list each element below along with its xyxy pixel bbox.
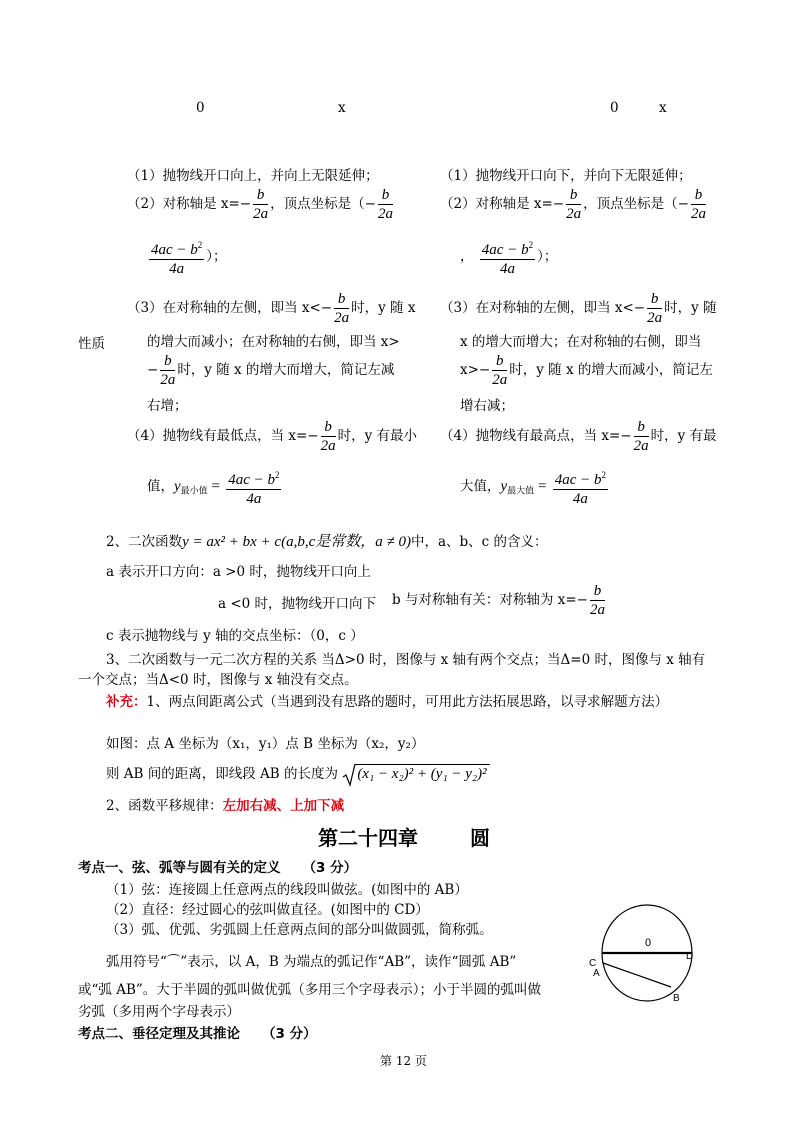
left-p4-value: 值， xyxy=(147,478,174,495)
frac-den: 2a xyxy=(566,206,582,222)
right-p2-mid: ，顶点坐标是（− xyxy=(583,196,689,212)
fraction-b-2a xyxy=(647,290,662,327)
y-var: y xyxy=(500,478,508,495)
sqrt-icon xyxy=(342,763,356,787)
sec2-c-line: c 表示抛物线与 y 轴的交点坐标：（0，c ） xyxy=(106,628,364,644)
quadratic-formula: y = ax² + bx + c(a,b,c是常数，a ≠ 0) xyxy=(182,534,411,550)
frac-den: 2a xyxy=(633,438,649,454)
frac-num: b xyxy=(691,186,706,205)
left-p3-line4: 右增； xyxy=(147,398,188,414)
fraction-4ac-b2-4a xyxy=(226,466,281,508)
frac-den: 2a xyxy=(377,206,393,222)
right-p4-prefix: （4）抛物线有最高点，当 x=− xyxy=(440,428,632,444)
right-p3-line4: 增右减； xyxy=(460,398,514,414)
shift-rule: 左加右减、上加下减 xyxy=(222,798,345,814)
right-p2-end: ）； xyxy=(537,248,558,265)
sec2-suffix: 中，a、b、c 的含义： xyxy=(410,534,548,550)
right-p1: （1）抛物线开口向下，并向下无限延伸； xyxy=(440,168,692,184)
frac-num: b xyxy=(378,186,393,205)
right-p3-line2: x 的增大而增大；在对称轴的右侧，即当 xyxy=(460,334,702,350)
sec2-a-line1: a 表示开口方向：a >0 时，抛物线开口向上 xyxy=(106,564,371,580)
num-text: 4ac − b xyxy=(228,472,275,488)
frac-den: 2a xyxy=(253,206,269,222)
left-p4-line1 xyxy=(127,418,417,455)
right-p3-c-prefix: x>− xyxy=(460,362,491,378)
fraction-4ac-b2-4a xyxy=(553,466,608,508)
kp1-item3: （3）弧、优弧、劣弧圆上任意两点间的部分叫做圆弧，简称弧。 xyxy=(106,922,493,938)
right-p3-line1 xyxy=(440,290,717,327)
right-origin-label: 0 xyxy=(610,100,619,116)
fraction-b-2a xyxy=(590,582,605,619)
right-p3-a: 时，y 随 xyxy=(664,300,717,316)
frac-den: 2a xyxy=(690,206,706,222)
right-p3-prefix: （3）在对称轴的左侧，即当 x<− xyxy=(440,300,646,316)
frac-num xyxy=(149,236,204,260)
sec3-line2: 一个交点；当Δ<0 时，图像与 x 轴没有交点。 xyxy=(78,672,358,688)
num-text: 4ac − b xyxy=(151,242,198,258)
kp1-title: 考点一、弦、弧等与圆有关的定义 xyxy=(78,860,281,876)
fraction-b-2a xyxy=(160,352,175,389)
kp1-heading xyxy=(78,856,357,876)
kp2-score: （3 分） xyxy=(262,1026,317,1042)
chapter-title: 第二十四章 xyxy=(318,826,418,850)
kp1-item1: （1）弦：连接圆上任意两点的线段叫做弦。(如图中的 AB） xyxy=(106,882,468,898)
supplement-text: 1、两点间距离公式（当遇到没有思路的题时，可用此方法拓展思路，以寻求解题方法） xyxy=(146,694,669,710)
frac-num: b xyxy=(566,186,581,205)
left-p3-c: 时，y 随 x 的增大而增大，简记左减 xyxy=(177,362,395,378)
right-p2-prefix: （2）对称轴是 x=− xyxy=(440,196,565,212)
frac-den: 4a xyxy=(246,491,262,507)
distance-formula: (x₁ − x₂)² + (y₁ − y₂)² xyxy=(355,764,489,783)
right-p4-line1 xyxy=(440,418,717,455)
right-p3-c: 时，y 随 x 的增大而减小，简记左 xyxy=(509,362,713,378)
left-p2-prefix: （2）对称轴是 x=− xyxy=(127,196,252,212)
left-p3-line1 xyxy=(127,290,415,327)
frac-num: b xyxy=(321,418,336,437)
shift-rule-line xyxy=(106,794,344,814)
equals: = xyxy=(207,478,220,495)
num-sup: 2 xyxy=(197,240,203,250)
frac-den: 2a xyxy=(320,438,336,454)
supplement-line xyxy=(106,690,668,710)
point-a-label: A xyxy=(593,968,600,979)
num-sup: 2 xyxy=(528,240,534,250)
chord-ab xyxy=(603,963,671,987)
right-p4-suffix: 时，y 有最 xyxy=(650,428,717,444)
kp2-heading xyxy=(78,1022,317,1042)
num-text: 4ac − b xyxy=(481,242,529,258)
supplement-label: 补充： xyxy=(106,694,147,710)
kp1-score: （3 分） xyxy=(302,860,358,876)
frac-num xyxy=(480,236,535,260)
sec2-line1 xyxy=(106,530,548,551)
frac-den: 4a xyxy=(499,261,515,277)
fraction-4ac-b2-4a xyxy=(480,236,535,278)
frac-den: 4a xyxy=(169,261,185,277)
equals: = xyxy=(534,478,547,495)
left-p3-a: 时，y 随 x xyxy=(351,300,416,316)
point-d-label: D xyxy=(686,951,694,962)
left-p3-prefix: （3）在对称轴的左侧，即当 x<− xyxy=(127,300,333,316)
fraction-b-2a xyxy=(566,186,581,223)
shift-prefix: 2、函数平移规律： xyxy=(106,798,223,814)
fraction-b-2a xyxy=(334,290,349,327)
frac-num: b xyxy=(634,418,649,437)
left-x-label: x xyxy=(338,100,346,116)
left-vertex-y xyxy=(147,236,227,278)
fraction-b-2a xyxy=(378,186,393,223)
distance-prefix: 则 AB 间的距离，即线段 AB 的长度为 xyxy=(106,766,339,782)
y-var: y xyxy=(174,478,181,495)
point-b-label: B xyxy=(673,993,680,1004)
frac-num xyxy=(553,466,608,490)
kp2-title: 考点二、垂径定理及其推论 xyxy=(78,1026,240,1042)
num-sup: 2 xyxy=(274,470,280,480)
min-value-sub: 最小值 xyxy=(180,486,208,497)
frac-den: 2a xyxy=(589,602,605,618)
sec3-line1: 3、二次函数与一元二次方程的关系 当Δ>0 时，图像与 x 轴有两个交点；当Δ=0 时，图像与 x 轴有 xyxy=(106,652,706,668)
left-p1: （1）抛物线开口向上，并向上无限延伸； xyxy=(127,168,379,184)
frac-den: 4a xyxy=(572,491,588,507)
kp1-arc-line2: 或“弧 AB”。大于半圆的弧叫做优弧（多用三个字母表示）；小于半圆的弧叫做 xyxy=(78,982,542,998)
left-p2 xyxy=(127,186,395,223)
frac-num: b xyxy=(253,186,268,205)
frac-num xyxy=(226,466,281,490)
frac-num: b xyxy=(492,352,507,371)
frac-num: b xyxy=(590,582,605,601)
sec2-prefix: 2、二次函数 xyxy=(106,534,183,550)
right-p2-comma: ， xyxy=(460,248,474,265)
fraction-b-2a xyxy=(253,186,268,223)
left-origin-label: 0 xyxy=(196,100,205,116)
fraction-b-2a xyxy=(321,418,336,455)
b-line-text: b 与对称轴有关：对称轴为 x=− xyxy=(392,592,588,608)
left-p2-end: ）； xyxy=(206,248,227,265)
fraction-b-2a xyxy=(634,418,649,455)
frac-den: 2a xyxy=(334,310,350,326)
sec2-a-line2: a <0 时，抛物线开口向下 xyxy=(218,596,377,612)
left-p4-prefix: （4）抛物线有最低点，当 x=− xyxy=(127,428,319,444)
circle-diagram xyxy=(585,895,695,1010)
right-x-label: x xyxy=(659,100,667,116)
num-sup: 2 xyxy=(601,470,606,480)
left-p2-mid: ，顶点坐标是（− xyxy=(270,196,376,212)
frac-num: b xyxy=(334,290,349,309)
fraction-4ac-b2-4a xyxy=(149,236,204,278)
kp1-item2: （2）直径：经过圆心的弦叫做直径。(如图中的 CD） xyxy=(106,902,429,918)
right-p2 xyxy=(440,186,708,223)
num-text: 4ac − b xyxy=(554,472,602,488)
fraction-b-2a xyxy=(492,352,507,389)
supplement-coords: 如图：点 A 坐标为（x₁，y₁）点 B 坐标为（x₂，y₂） xyxy=(106,736,425,752)
frac-den: 2a xyxy=(160,372,176,388)
left-p3-line3: − $\frac{b}{2a}$ 时，y 随 x 的增大而增大，简记左减 xyxy=(147,353,395,388)
point-c-label: C xyxy=(589,958,597,969)
sec2-b-line xyxy=(392,582,607,619)
right-p4-value: 大值， xyxy=(460,478,501,495)
left-p4-suffix: 时，y 有最小 xyxy=(337,428,418,444)
property-label: 性质 xyxy=(78,336,105,352)
page-number: 第 12 页 xyxy=(380,1054,427,1068)
right-vertex-y xyxy=(460,236,557,278)
kp1-arc-line3: 劣弧（多用两个字母表示） xyxy=(78,1004,240,1020)
max-value-sub: 最大值 xyxy=(507,486,535,497)
sqrt-expression xyxy=(342,763,489,787)
left-p3-line2: 的增大而减小；在对称轴的右侧，即当 x> xyxy=(147,334,400,350)
frac-num: b xyxy=(647,290,662,309)
center-label: 0 xyxy=(645,937,652,949)
frac-den: 2a xyxy=(647,310,663,326)
fraction-b-2a xyxy=(691,186,706,223)
chapter-circle: 圆 xyxy=(470,826,490,850)
left-p4-line2 xyxy=(147,466,283,508)
right-p4-line2 xyxy=(460,466,610,508)
right-p3-line3 xyxy=(460,352,713,389)
frac-den: 2a xyxy=(492,372,508,388)
supplement-distance xyxy=(106,762,490,787)
frac-num: b xyxy=(160,352,175,371)
kp1-arc-line1: 弧用符号“⌒”表示，以 A，B 为端点的弧记作“AB”，读作“圆弧 AB” xyxy=(106,954,517,970)
